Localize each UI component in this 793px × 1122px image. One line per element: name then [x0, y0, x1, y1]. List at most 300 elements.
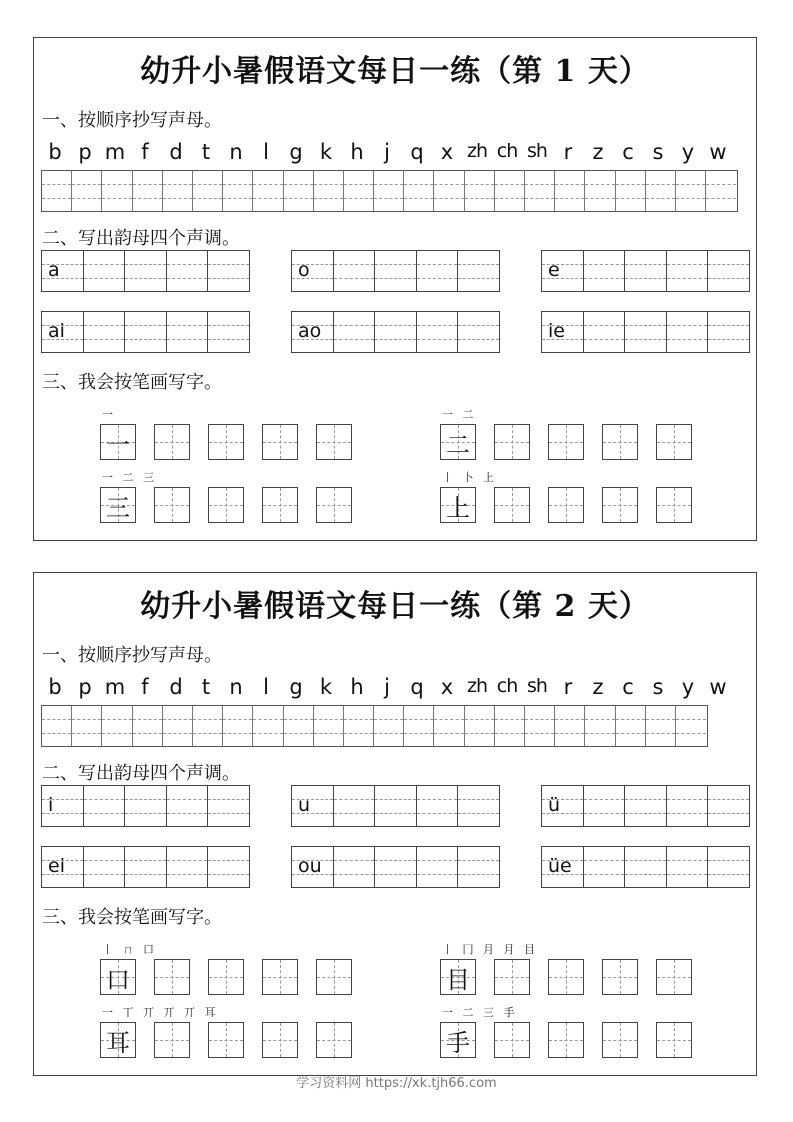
model-character: 二 — [446, 430, 470, 459]
tone-cell[interactable] — [708, 312, 749, 352]
tone-box-2 — [291, 785, 500, 827]
guide-line — [42, 733, 71, 734]
initial-letter: sh — [527, 140, 547, 162]
guide-line — [125, 325, 166, 326]
tian-grid-cell[interactable] — [154, 424, 190, 460]
guide-line — [375, 339, 416, 340]
initial-letter: sh — [527, 675, 547, 697]
tone-cell[interactable] — [167, 312, 209, 352]
writing-cell[interactable] — [616, 706, 646, 746]
tone-cell[interactable] — [208, 312, 249, 352]
tian-grid-cell[interactable] — [602, 959, 638, 995]
tone-cell[interactable] — [667, 786, 709, 826]
writing-cell[interactable] — [404, 706, 434, 746]
tian-grid-cell[interactable] — [208, 1022, 244, 1058]
initial-letter: s — [652, 675, 664, 699]
writing-cell[interactable] — [253, 171, 283, 211]
stroke-practice-3 — [100, 471, 352, 523]
guide-line — [585, 719, 614, 720]
tian-grid-cell[interactable] — [154, 959, 190, 995]
guide-line — [616, 733, 645, 734]
guide-line — [42, 198, 71, 199]
writing-cell[interactable] — [314, 171, 344, 211]
initial-letter: t — [201, 675, 211, 699]
tone-cell[interactable] — [417, 251, 459, 291]
guide-line — [208, 264, 249, 265]
tone-cell — [542, 786, 584, 826]
guide-line — [344, 184, 373, 185]
guide-line — [584, 874, 625, 875]
guide-line — [208, 813, 249, 814]
tone-cell[interactable] — [667, 847, 709, 887]
guide-line — [102, 184, 131, 185]
tone-cell[interactable] — [125, 251, 167, 291]
writing-cell[interactable] — [706, 171, 736, 211]
tone-cell[interactable] — [625, 847, 667, 887]
tian-grid-cell[interactable] — [262, 959, 298, 995]
guide-line — [585, 733, 614, 734]
tone-cell[interactable] — [458, 786, 499, 826]
tian-grid-cell[interactable] — [656, 1022, 692, 1058]
initial-letter: s — [652, 140, 664, 164]
writing-cell[interactable] — [163, 171, 193, 211]
section-3-heading: 三、我会按笔画写字。 — [42, 907, 222, 928]
writing-cell[interactable] — [434, 706, 464, 746]
tone-cell[interactable] — [625, 312, 667, 352]
writing-cell[interactable] — [646, 171, 676, 211]
copy-writing-grid — [41, 705, 708, 747]
guide-line — [417, 264, 458, 265]
tone-cell — [542, 251, 584, 291]
initial-letter: d — [169, 140, 183, 164]
guide-line — [667, 799, 708, 800]
tone-cell — [542, 312, 584, 352]
tone-cell[interactable] — [417, 312, 459, 352]
guide-line — [72, 198, 101, 199]
writing-cell[interactable] — [314, 706, 344, 746]
tone-cell[interactable] — [334, 847, 376, 887]
guide-line — [375, 813, 416, 814]
guide-line — [344, 198, 373, 199]
guide-line — [525, 719, 554, 720]
guide-line — [253, 198, 282, 199]
tone-cell[interactable] — [667, 312, 709, 352]
writing-cell[interactable] — [223, 706, 253, 746]
tone-cell[interactable] — [84, 786, 126, 826]
guide-line — [434, 719, 463, 720]
guide-line — [708, 813, 749, 814]
stroke-order: 丨 卜 上 — [442, 471, 497, 484]
writing-cell[interactable] — [284, 706, 314, 746]
guide-line — [417, 813, 458, 814]
guide-line — [167, 339, 208, 340]
guide-line — [72, 733, 101, 734]
guide-line — [133, 184, 162, 185]
guide-line — [102, 733, 131, 734]
guide-line — [646, 198, 675, 199]
section-3-heading: 三、我会按笔画写字。 — [42, 372, 222, 393]
guide-line — [525, 184, 554, 185]
guide-line — [585, 198, 614, 199]
tone-cell[interactable] — [708, 847, 749, 887]
tone-cell[interactable] — [458, 251, 499, 291]
writing-cell[interactable] — [193, 171, 223, 211]
model-character: 口 — [106, 965, 130, 994]
guide-line — [375, 325, 416, 326]
tone-cell[interactable] — [84, 251, 126, 291]
guide-line — [646, 184, 675, 185]
guide-line — [163, 184, 192, 185]
model-character: 目 — [446, 965, 470, 994]
guide-line — [374, 184, 403, 185]
guide-line — [314, 198, 343, 199]
guide-line — [193, 719, 222, 720]
vowel-label: e — [548, 259, 560, 281]
writing-cell[interactable] — [465, 706, 495, 746]
tone-cell[interactable] — [375, 312, 417, 352]
vowel-label: u — [298, 794, 311, 816]
guide-line — [625, 278, 666, 279]
guide-line — [284, 719, 313, 720]
tone-cell[interactable] — [208, 786, 249, 826]
tone-cell[interactable] — [417, 847, 459, 887]
guide-line — [667, 874, 708, 875]
tian-grid-cell[interactable] — [602, 424, 638, 460]
tone-cell[interactable] — [84, 847, 126, 887]
guide-line — [525, 198, 554, 199]
guide-line — [193, 733, 222, 734]
initial-letter: r — [563, 140, 573, 164]
vowel-label: ou — [298, 855, 322, 877]
guide-line — [133, 719, 162, 720]
guide-line — [404, 733, 433, 734]
tone-cell[interactable] — [458, 312, 499, 352]
guide-line — [334, 860, 375, 861]
writing-cell[interactable] — [555, 706, 585, 746]
writing-cell[interactable] — [616, 171, 646, 211]
guide-line — [676, 184, 705, 185]
tone-box-6 — [541, 311, 750, 353]
model-character: 手 — [446, 1028, 470, 1057]
initial-letter: c — [622, 675, 634, 699]
writing-cell[interactable] — [434, 171, 464, 211]
writing-cell[interactable] — [344, 706, 374, 746]
tian-grid-cell[interactable] — [316, 959, 352, 995]
writing-cell[interactable] — [72, 171, 102, 211]
initial-letter: j — [384, 140, 390, 164]
tian-grid-cell[interactable] — [208, 959, 244, 995]
guide-line — [667, 339, 708, 340]
guide-line — [584, 799, 625, 800]
guide-line — [495, 198, 524, 199]
initial-letter: ch — [496, 140, 518, 162]
initial-letter: d — [169, 675, 183, 699]
guide-line — [706, 184, 736, 185]
guide-line — [495, 719, 524, 720]
guide-line — [102, 719, 131, 720]
guide-line — [284, 198, 313, 199]
tian-grid-cell[interactable] — [208, 487, 244, 523]
tone-cell[interactable] — [417, 786, 459, 826]
writing-cell[interactable] — [585, 171, 615, 211]
model-character: 一 — [106, 430, 130, 459]
writing-cell[interactable] — [465, 171, 495, 211]
guide-line — [584, 278, 625, 279]
initial-letter: l — [263, 675, 269, 699]
guide-line — [125, 339, 166, 340]
tian-grid-cell[interactable] — [316, 487, 352, 523]
guide-line — [167, 799, 208, 800]
tian-grid-cell[interactable] — [316, 424, 352, 460]
writing-cell[interactable] — [374, 171, 404, 211]
tone-cell[interactable] — [334, 312, 376, 352]
tone-cell[interactable] — [84, 312, 126, 352]
tone-cell[interactable] — [167, 847, 209, 887]
guide-line — [42, 719, 71, 720]
tone-cell[interactable] — [667, 251, 709, 291]
writing-cell[interactable] — [223, 171, 253, 211]
tone-cell — [42, 312, 84, 352]
tone-cell[interactable] — [708, 251, 749, 291]
tian-grid-cell[interactable] — [548, 424, 584, 460]
initial-letter: j — [384, 675, 390, 699]
guide-line — [125, 860, 166, 861]
stroke-order: 一 二 三 — [102, 471, 157, 484]
writing-cell[interactable] — [133, 171, 163, 211]
writing-cell[interactable] — [163, 706, 193, 746]
guide-line — [417, 325, 458, 326]
guide-line — [208, 278, 249, 279]
tone-cell — [542, 847, 584, 887]
writing-cell[interactable] — [646, 706, 676, 746]
tone-cell[interactable] — [708, 786, 749, 826]
tian-grid-cell[interactable] — [494, 487, 530, 523]
vowel-label: ao — [298, 320, 322, 342]
tian-grid-cell[interactable] — [548, 1022, 584, 1058]
tone-cell[interactable] — [125, 312, 167, 352]
guide-line — [458, 860, 499, 861]
stroke-practice-4 — [440, 471, 692, 523]
guide-line — [417, 860, 458, 861]
initial-letter: zh — [466, 675, 487, 697]
writing-cell[interactable] — [495, 171, 525, 211]
guide-line — [334, 278, 375, 279]
writing-cell[interactable] — [585, 706, 615, 746]
guide-line — [555, 198, 584, 199]
stroke-order: 一 二 — [442, 408, 477, 421]
guide-line — [344, 733, 373, 734]
writing-cell[interactable] — [525, 171, 555, 211]
tian-grid-cell[interactable] — [494, 424, 530, 460]
writing-cell[interactable] — [253, 706, 283, 746]
guide-line — [616, 719, 645, 720]
guide-line — [708, 860, 749, 861]
tone-cell[interactable] — [584, 786, 626, 826]
tian-grid-cell[interactable] — [548, 959, 584, 995]
guide-line — [163, 198, 192, 199]
tone-cell[interactable] — [375, 251, 417, 291]
writing-cell[interactable] — [344, 171, 374, 211]
guide-line — [84, 874, 125, 875]
guide-line — [208, 799, 249, 800]
stroke-order: 丨 ㄇ 口 — [102, 943, 157, 956]
writing-cell[interactable] — [133, 706, 163, 746]
tian-grid-cell[interactable] — [602, 487, 638, 523]
initial-letter: b — [48, 675, 62, 699]
day-title: 幼升小暑假语文每日一练（第 1 天） — [140, 54, 650, 89]
initial-letter: p — [78, 140, 92, 164]
tone-cell[interactable] — [584, 847, 626, 887]
tone-box-3 — [541, 785, 750, 827]
section-1-heading: 一、按顺序抄写声母。 — [42, 645, 222, 666]
guide-line — [465, 198, 494, 199]
writing-cell[interactable] — [72, 706, 102, 746]
tian-grid-cell[interactable] — [154, 487, 190, 523]
vowel-label: i — [48, 794, 54, 816]
guide-line — [417, 874, 458, 875]
writing-cell[interactable] — [284, 171, 314, 211]
guide-line — [334, 339, 375, 340]
vowel-label: a — [48, 259, 60, 281]
tone-cell[interactable] — [167, 786, 209, 826]
tone-cell[interactable] — [625, 786, 667, 826]
tone-cell[interactable] — [125, 786, 167, 826]
guide-line — [72, 184, 101, 185]
writing-cell[interactable] — [676, 706, 706, 746]
writing-cell[interactable] — [102, 706, 132, 746]
writing-cell[interactable] — [676, 171, 706, 211]
tone-cell[interactable] — [458, 847, 499, 887]
tone-cell[interactable] — [125, 847, 167, 887]
tian-grid-cell — [440, 1022, 476, 1058]
guide-line — [334, 799, 375, 800]
guide-line — [374, 198, 403, 199]
guide-line — [223, 733, 252, 734]
guide-line — [495, 733, 524, 734]
initial-letter: y — [681, 140, 695, 164]
writing-cell[interactable] — [495, 706, 525, 746]
guide-line — [676, 198, 705, 199]
guide-line — [374, 719, 403, 720]
writing-cell[interactable] — [404, 171, 434, 211]
guide-line — [223, 198, 252, 199]
guide-line — [253, 719, 282, 720]
tone-cell[interactable] — [584, 251, 626, 291]
tone-cell — [42, 251, 84, 291]
tone-cell[interactable] — [208, 847, 249, 887]
tone-cell[interactable] — [208, 251, 249, 291]
writing-cell[interactable] — [193, 706, 223, 746]
writing-cell[interactable] — [525, 706, 555, 746]
guide-line — [434, 184, 463, 185]
guide-line — [676, 719, 706, 720]
writing-cell[interactable] — [555, 171, 585, 211]
guide-line — [344, 719, 373, 720]
guide-line — [193, 184, 222, 185]
initial-letter: r — [563, 675, 573, 699]
tone-box-3 — [541, 250, 750, 292]
writing-cell[interactable] — [42, 171, 72, 211]
tian-grid-cell[interactable] — [494, 1022, 530, 1058]
guide-line — [84, 799, 125, 800]
tian-grid-cell[interactable] — [316, 1022, 352, 1058]
tone-cell[interactable] — [375, 847, 417, 887]
guide-line — [584, 339, 625, 340]
tian-grid-cell[interactable] — [262, 424, 298, 460]
tone-box-4 — [41, 311, 250, 353]
tian-grid-cell[interactable] — [656, 959, 692, 995]
guide-line — [458, 874, 499, 875]
stroke-order: 丨 冂 月 月 目 — [442, 943, 538, 956]
tian-grid-cell — [100, 424, 136, 460]
guide-line — [125, 264, 166, 265]
tone-box-1 — [41, 250, 250, 292]
guide-line — [253, 184, 282, 185]
tian-grid-cell[interactable] — [656, 424, 692, 460]
guide-line — [223, 184, 252, 185]
tian-grid-cell[interactable] — [602, 1022, 638, 1058]
tian-grid-cell[interactable] — [154, 1022, 190, 1058]
tone-cell — [292, 786, 334, 826]
writing-cell[interactable] — [374, 706, 404, 746]
guide-line — [223, 719, 252, 720]
initial-letter: n — [229, 140, 243, 164]
guide-line — [458, 799, 499, 800]
guide-line — [133, 198, 162, 199]
tone-cell[interactable] — [625, 251, 667, 291]
tone-cell[interactable] — [584, 312, 626, 352]
vowel-label: ie — [548, 320, 565, 342]
tone-cell — [292, 251, 334, 291]
guide-line — [708, 874, 749, 875]
initial-letter: ch — [496, 675, 518, 697]
initial-letter: w — [709, 140, 727, 164]
initial-letter: q — [410, 140, 424, 164]
guide-line — [417, 799, 458, 800]
guide-line — [465, 733, 494, 734]
tone-cell[interactable] — [167, 251, 209, 291]
initial-letter: p — [78, 675, 92, 699]
guide-line — [625, 860, 666, 861]
initial-letter: n — [229, 675, 243, 699]
initial-letter: l — [263, 140, 269, 164]
guide-line — [208, 325, 249, 326]
stroke-practice-3 — [100, 1006, 352, 1058]
tian-grid-cell[interactable] — [548, 487, 584, 523]
tian-grid-cell[interactable] — [208, 424, 244, 460]
tian-grid-cell[interactable] — [656, 487, 692, 523]
tone-cell[interactable] — [334, 251, 376, 291]
guide-line — [667, 264, 708, 265]
tian-grid-cell[interactable] — [494, 959, 530, 995]
tone-cell[interactable] — [334, 786, 376, 826]
guide-line — [167, 278, 208, 279]
guide-line — [676, 733, 706, 734]
guide-line — [625, 874, 666, 875]
tian-grid-cell[interactable] — [262, 487, 298, 523]
tone-cell[interactable] — [375, 786, 417, 826]
model-character: 上 — [446, 493, 470, 522]
guide-line — [465, 719, 494, 720]
tian-grid-cell[interactable] — [262, 1022, 298, 1058]
guide-line — [208, 874, 249, 875]
writing-cell[interactable] — [102, 171, 132, 211]
tian-grid-cell — [440, 424, 476, 460]
guide-line — [585, 184, 614, 185]
initial-letter: h — [350, 675, 364, 699]
section-2-heading: 二、写出韵母四个声调。 — [42, 763, 240, 784]
writing-cell[interactable] — [42, 706, 72, 746]
